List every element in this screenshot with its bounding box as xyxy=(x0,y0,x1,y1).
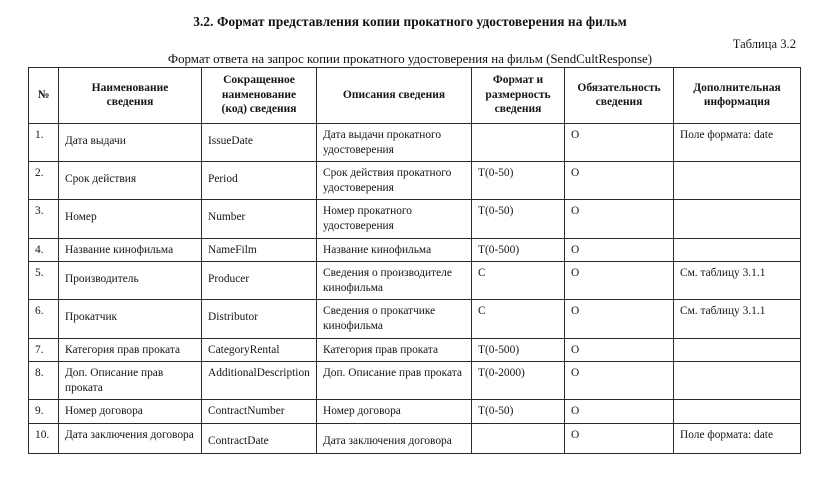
cell-text: Дата заключения договора xyxy=(323,434,452,447)
cell-extra: Поле формата: date xyxy=(674,124,801,162)
cell-format xyxy=(472,124,565,162)
cell-required: О xyxy=(565,262,674,300)
cell-required: О xyxy=(565,200,674,238)
cell-code xyxy=(202,200,317,238)
cell-description: Название кинофильма xyxy=(317,238,472,262)
header-line: (код) сведения xyxy=(221,103,297,116)
cell-number: 2. xyxy=(29,162,59,200)
cell-required: О xyxy=(565,338,674,362)
cell-format: Т(0-50) xyxy=(472,400,565,424)
header-line: информация xyxy=(703,96,771,108)
cell-name: Дата заключения договора xyxy=(59,423,202,453)
column-header-format xyxy=(472,68,565,124)
cell-text: IssueDate xyxy=(208,135,253,147)
cell-required: О xyxy=(565,162,674,200)
column-header-extra xyxy=(674,68,801,124)
table-row xyxy=(29,238,801,262)
cell-extra xyxy=(674,362,801,400)
cell-required: О xyxy=(565,238,674,262)
cell-description: Категория прав проката xyxy=(317,338,472,362)
cell-extra xyxy=(674,238,801,262)
column-header-number xyxy=(29,68,59,124)
cell-number: 4. xyxy=(29,238,59,262)
table-row xyxy=(29,162,801,200)
table-row xyxy=(29,362,801,400)
table-header-row xyxy=(29,68,801,124)
cell-extra: Поле формата: date xyxy=(674,423,801,453)
column-header-required xyxy=(565,68,674,124)
cell-number: 6. xyxy=(29,300,59,338)
table-row xyxy=(29,338,801,362)
cell-code xyxy=(202,262,317,300)
cell-code xyxy=(202,124,317,162)
header-line: Дополнительная xyxy=(693,81,781,94)
table-row xyxy=(29,200,801,238)
cell-number: 9. xyxy=(29,400,59,424)
cell-code: CategoryRental xyxy=(202,338,317,362)
column-header-name xyxy=(59,68,202,124)
cell-description: Доп. Описание прав проката xyxy=(317,362,472,400)
cell-required: О xyxy=(565,362,674,400)
header-line: Сокращенное xyxy=(223,74,295,87)
cell-name xyxy=(59,262,202,300)
cell-name xyxy=(59,300,202,338)
cell-name: Доп. Описание прав проката xyxy=(59,362,202,400)
cell-number: 8. xyxy=(29,362,59,400)
cell-extra xyxy=(674,162,801,200)
cell-name: Категория прав проката xyxy=(59,338,202,362)
spec-table xyxy=(28,67,801,454)
cell-format: Т(0-500) xyxy=(472,338,565,362)
header-line: Формат и xyxy=(492,74,544,87)
cell-format: Т(0-50) xyxy=(472,162,565,200)
cell-code: NameFilm xyxy=(202,238,317,262)
cell-name xyxy=(59,124,202,162)
cell-format: Т(0-2000) xyxy=(472,362,565,400)
table-row xyxy=(29,400,801,424)
header-line: сведения xyxy=(494,103,542,116)
table-number-label: Таблица 3.2 xyxy=(732,37,796,51)
cell-description: Сведения о прокатчике кинофильма xyxy=(317,300,472,338)
cell-description: Дата выдачи прокатного удостоверения xyxy=(317,124,472,162)
spec-table-container xyxy=(28,67,800,454)
table-row xyxy=(29,124,801,162)
cell-name: Название кинофильма xyxy=(59,238,202,262)
cell-description xyxy=(317,423,472,453)
cell-code xyxy=(202,423,317,453)
cell-format: Т(0-500) xyxy=(472,238,565,262)
header-line: сведения xyxy=(106,96,154,108)
column-header-code xyxy=(202,68,317,124)
table-row xyxy=(29,300,801,338)
cell-text: Producer xyxy=(208,273,250,286)
cell-number: 10. xyxy=(29,423,59,453)
cell-text: Прокатчик xyxy=(65,311,118,324)
cell-text: ContractDate xyxy=(208,434,269,447)
cell-text: Period xyxy=(208,173,238,186)
cell-number: 7. xyxy=(29,338,59,362)
cell-code xyxy=(202,162,317,200)
cell-extra: См. таблицу 3.1.1 xyxy=(674,262,801,300)
cell-required: О xyxy=(565,300,674,338)
cell-text: Distributor xyxy=(208,311,258,324)
cell-description: Срок действия прокатного удостоверения xyxy=(317,162,472,200)
cell-description: Номер прокатного удостоверения xyxy=(317,200,472,238)
header-line: Описания сведения xyxy=(342,88,446,101)
cell-extra xyxy=(674,338,801,362)
cell-description: Сведения о производителе кинофильма xyxy=(317,262,472,300)
column-header-description xyxy=(317,68,472,124)
table-caption: Формат ответа на запрос копии прокатного удостоверения на фильм (SendCultResponse) xyxy=(167,52,653,66)
cell-code xyxy=(202,300,317,338)
cell-name: Номер договора xyxy=(59,400,202,424)
cell-required: О xyxy=(565,400,674,424)
table-body xyxy=(29,124,801,454)
cell-text: Номер xyxy=(65,211,97,224)
table-header xyxy=(29,68,801,124)
cell-text: Дата выдачи xyxy=(65,135,126,147)
cell-description: Номер договора xyxy=(317,400,472,424)
cell-format xyxy=(472,423,565,453)
cell-code: AdditionalDescription xyxy=(202,362,317,400)
cell-number: 1. xyxy=(29,124,59,162)
cell-extra: См. таблицу 3.1.1 xyxy=(674,300,801,338)
cell-format: С xyxy=(472,300,565,338)
cell-required: О xyxy=(565,124,674,162)
cell-code: ContractNumber xyxy=(202,400,317,424)
cell-required: О xyxy=(565,423,674,453)
header-line: наименование xyxy=(221,88,297,101)
cell-name xyxy=(59,162,202,200)
header-line: Обязательность xyxy=(577,81,661,94)
header-line: сведения xyxy=(595,96,643,108)
header-line: Наименование xyxy=(91,81,169,94)
cell-extra xyxy=(674,400,801,424)
header-line: размерность xyxy=(485,88,551,101)
cell-name xyxy=(59,200,202,238)
cell-format: С xyxy=(472,262,565,300)
cell-text: Number xyxy=(208,211,246,224)
cell-text: Производитель xyxy=(65,273,139,286)
table-row xyxy=(29,423,801,453)
section-title: 3.2. Формат представления копии прокатного удостоверения на фильм xyxy=(193,14,627,29)
cell-text: Срок действия xyxy=(65,173,137,186)
cell-extra xyxy=(674,200,801,238)
table-row xyxy=(29,262,801,300)
cell-number: 5. xyxy=(29,262,59,300)
cell-number: 3. xyxy=(29,200,59,238)
header-line: № xyxy=(37,88,50,101)
cell-format: Т(0-50) xyxy=(472,200,565,238)
